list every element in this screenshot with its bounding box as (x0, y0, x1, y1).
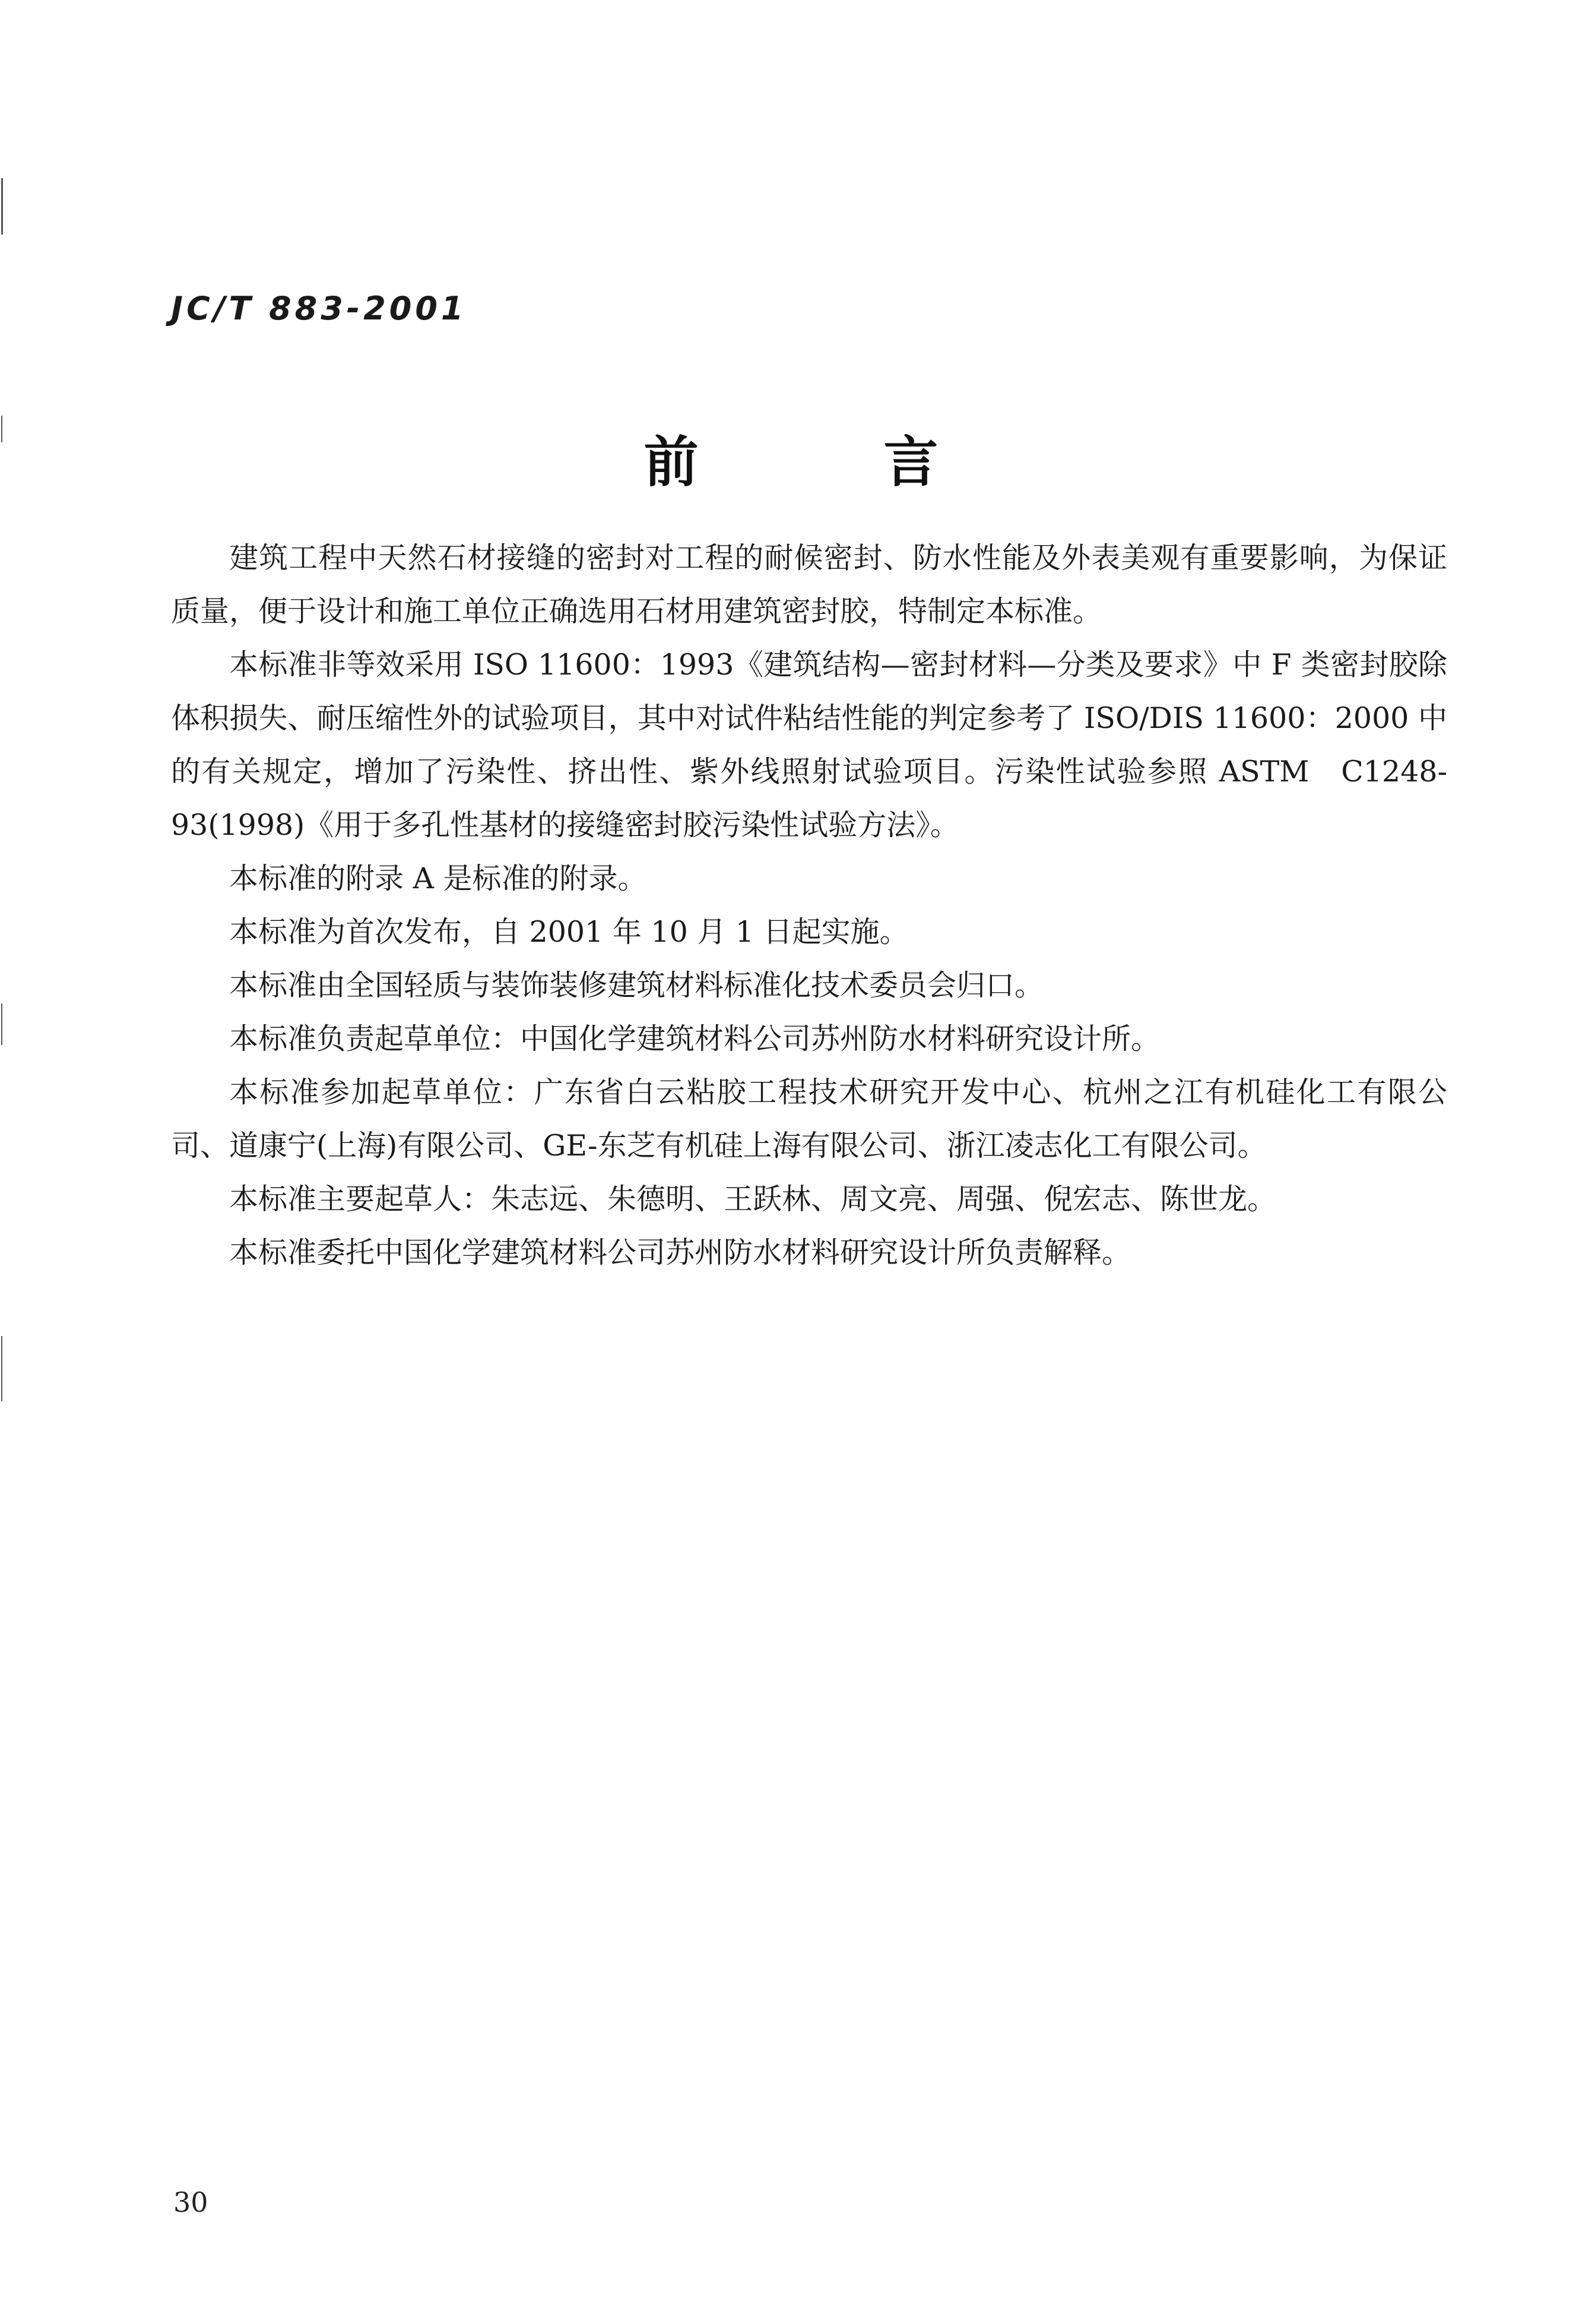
paragraph: 本标准的附录 A 是标准的附录。 (229, 862, 647, 895)
paragraph: 本标准非等效采用 ISO 11600：1993《建筑结构—密封材料—分类及要求》中 F 类密封胶除体积损失、耐压缩性外的试验项目，其中对试件粘结性能的判定参考了 ISO/DIS 11600：2000 中的有关规定，增加了污染性、挤出性、紫外线照射试验项目。污染性试验参照 ASTM C1248-93(1998)《用于多孔性基材的接缝密封胶污染性试验方法》。 (171, 648, 1447, 842)
paragraph: 本标准参加起草单位：广东省白云粘胶工程技术研究开发中心、杭州之江有机硅化工有限公司、道康宁(上海)有限公司、GE-东芝有机硅上海有限公司、浙江凌志化工有限公司。 (171, 1075, 1447, 1163)
paragraph: 本标准委托中国化学建筑材料公司苏州防水材料研究设计所负责解释。 (229, 1236, 1131, 1269)
page-number: 30 (173, 2186, 208, 2218)
paragraph: 本标准主要起草人：朱志远、朱德明、王跃林、周文亮、周强、倪宏志、陈世龙。 (229, 1182, 1277, 1216)
scan-edge-mark (1, 178, 3, 235)
paragraph: 本标准负责起草单位：中国化学建筑材料公司苏州防水材料研究设计所。 (229, 1022, 1161, 1056)
paragraph: 本标准为首次发布，自 2001 年 10 月 1 日起实施。 (229, 915, 909, 949)
paragraph: 本标准由全国轻质与装饰装修建筑材料标准化技术委员会归口。 (229, 968, 1044, 1002)
standard-code: JC/T 883-2001 (171, 290, 467, 327)
paragraph: 建筑工程中天然石材接缝的密封对工程的耐候密封、防水性能及外表美观有重要影响，为保证质量，便于设计和施工单位正确选用石材用建筑密封胶，特制定本标准。 (171, 541, 1447, 628)
page-title: 前 言 (643, 430, 1022, 494)
preface-body (171, 531, 1447, 1280)
scan-edge-mark (1, 1003, 2, 1045)
scan-edge-mark (1, 1336, 2, 1401)
